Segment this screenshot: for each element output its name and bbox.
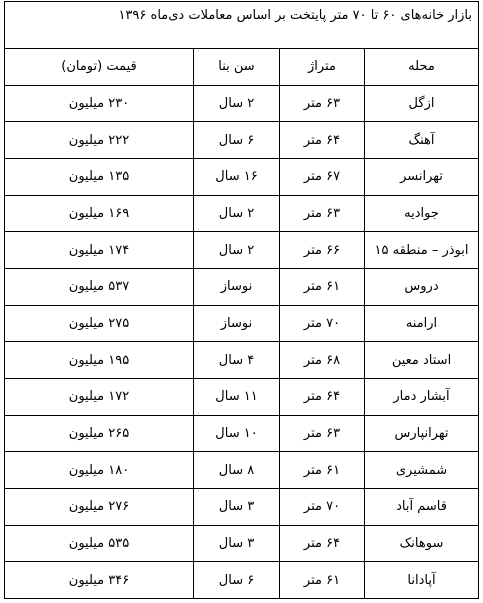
cell-price: ۱۶۹ میلیون	[5, 195, 194, 232]
table-row	[5, 195, 479, 232]
cell-area: ازگل	[365, 85, 479, 122]
header-area: محله	[365, 49, 479, 86]
cell-age: ۶ سال	[194, 122, 280, 159]
cell-age: ۳ سال	[194, 525, 280, 562]
cell-age: ۳ سال	[194, 489, 280, 526]
table-row	[5, 269, 479, 306]
cell-price: ۱۷۲ میلیون	[5, 379, 194, 416]
cell-age: ۱۶ سال	[194, 159, 280, 196]
header-price: قیمت (تومان)	[5, 49, 194, 86]
cell-price: ۲۳۰ میلیون	[5, 85, 194, 122]
cell-area: آهنگ	[365, 122, 479, 159]
cell-size: ۶۸ متر	[280, 342, 365, 379]
table-row	[5, 489, 479, 526]
cell-area: آبشار دمار	[365, 379, 479, 416]
cell-size: ۶۳ متر	[280, 415, 365, 452]
table-row	[5, 122, 479, 159]
cell-price: ۵۳۵ میلیون	[5, 525, 194, 562]
table-row	[5, 85, 479, 122]
cell-area: ارامنه	[365, 305, 479, 342]
cell-area: ابوذر – منطقه ۱۵	[365, 232, 479, 269]
table-row	[5, 159, 479, 196]
cell-area: قاسم آباد	[365, 489, 479, 526]
table-header-row	[5, 49, 479, 86]
cell-size: ۶۴ متر	[280, 525, 365, 562]
cell-size: ۶۳ متر	[280, 85, 365, 122]
cell-age: ۲ سال	[194, 195, 280, 232]
table-row	[5, 379, 479, 416]
cell-price: ۲۲۲ میلیون	[5, 122, 194, 159]
cell-size: ۶۷ متر	[280, 159, 365, 196]
cell-area: دروس	[365, 269, 479, 306]
cell-area: شمشیری	[365, 452, 479, 489]
cell-age: نوساز	[194, 269, 280, 306]
header-age: سن بنا	[194, 49, 280, 86]
cell-size: ۶۴ متر	[280, 122, 365, 159]
cell-age: ۸ سال	[194, 452, 280, 489]
cell-area: جوادیه	[365, 195, 479, 232]
cell-price: ۵۳۷ میلیون	[5, 269, 194, 306]
cell-price: ۱۹۵ میلیون	[5, 342, 194, 379]
cell-price: ۱۳۵ میلیون	[5, 159, 194, 196]
table-row	[5, 342, 479, 379]
cell-size: ۶۱ متر	[280, 269, 365, 306]
cell-age: ۶ سال	[194, 562, 280, 599]
table-row	[5, 452, 479, 489]
cell-area: تهرانسر	[365, 159, 479, 196]
cell-size: ۶۱ متر	[280, 562, 365, 599]
cell-age: نوساز	[194, 305, 280, 342]
cell-price: ۱۸۰ میلیون	[5, 452, 194, 489]
table-row	[5, 232, 479, 269]
cell-price: ۲۷۵ میلیون	[5, 305, 194, 342]
cell-size: ۶۴ متر	[280, 379, 365, 416]
cell-age: ۱۱ سال	[194, 379, 280, 416]
cell-age: ۲ سال	[194, 232, 280, 269]
table-row	[5, 305, 479, 342]
cell-size: ۷۰ متر	[280, 305, 365, 342]
cell-price: ۲۶۵ میلیون	[5, 415, 194, 452]
cell-price: ۱۷۴ میلیون	[5, 232, 194, 269]
cell-size: ۶۳ متر	[280, 195, 365, 232]
housing-market-table	[4, 1, 479, 599]
cell-size: ۶۶ متر	[280, 232, 365, 269]
cell-age: ۱۰ سال	[194, 415, 280, 452]
header-size: متراژ	[280, 49, 365, 86]
cell-area: آپادانا	[365, 562, 479, 599]
cell-age: ۲ سال	[194, 85, 280, 122]
cell-price: ۳۴۶ میلیون	[5, 562, 194, 599]
cell-area: تهرانپارس	[365, 415, 479, 452]
cell-price: ۲۷۶ میلیون	[5, 489, 194, 526]
cell-size: ۶۱ متر	[280, 452, 365, 489]
table-row	[5, 415, 479, 452]
cell-size: ۷۰ متر	[280, 489, 365, 526]
table-row	[5, 562, 479, 599]
table-title: بازار خانه‌های ۶۰ تا ۷۰ متر پایتخت بر اساس معاملات دی‌ماه ۱۳۹۶	[5, 2, 479, 49]
cell-age: ۴ سال	[194, 342, 280, 379]
cell-area: سوهانک	[365, 525, 479, 562]
table-row	[5, 525, 479, 562]
cell-area: استاد معین	[365, 342, 479, 379]
table-title-row	[5, 2, 479, 49]
